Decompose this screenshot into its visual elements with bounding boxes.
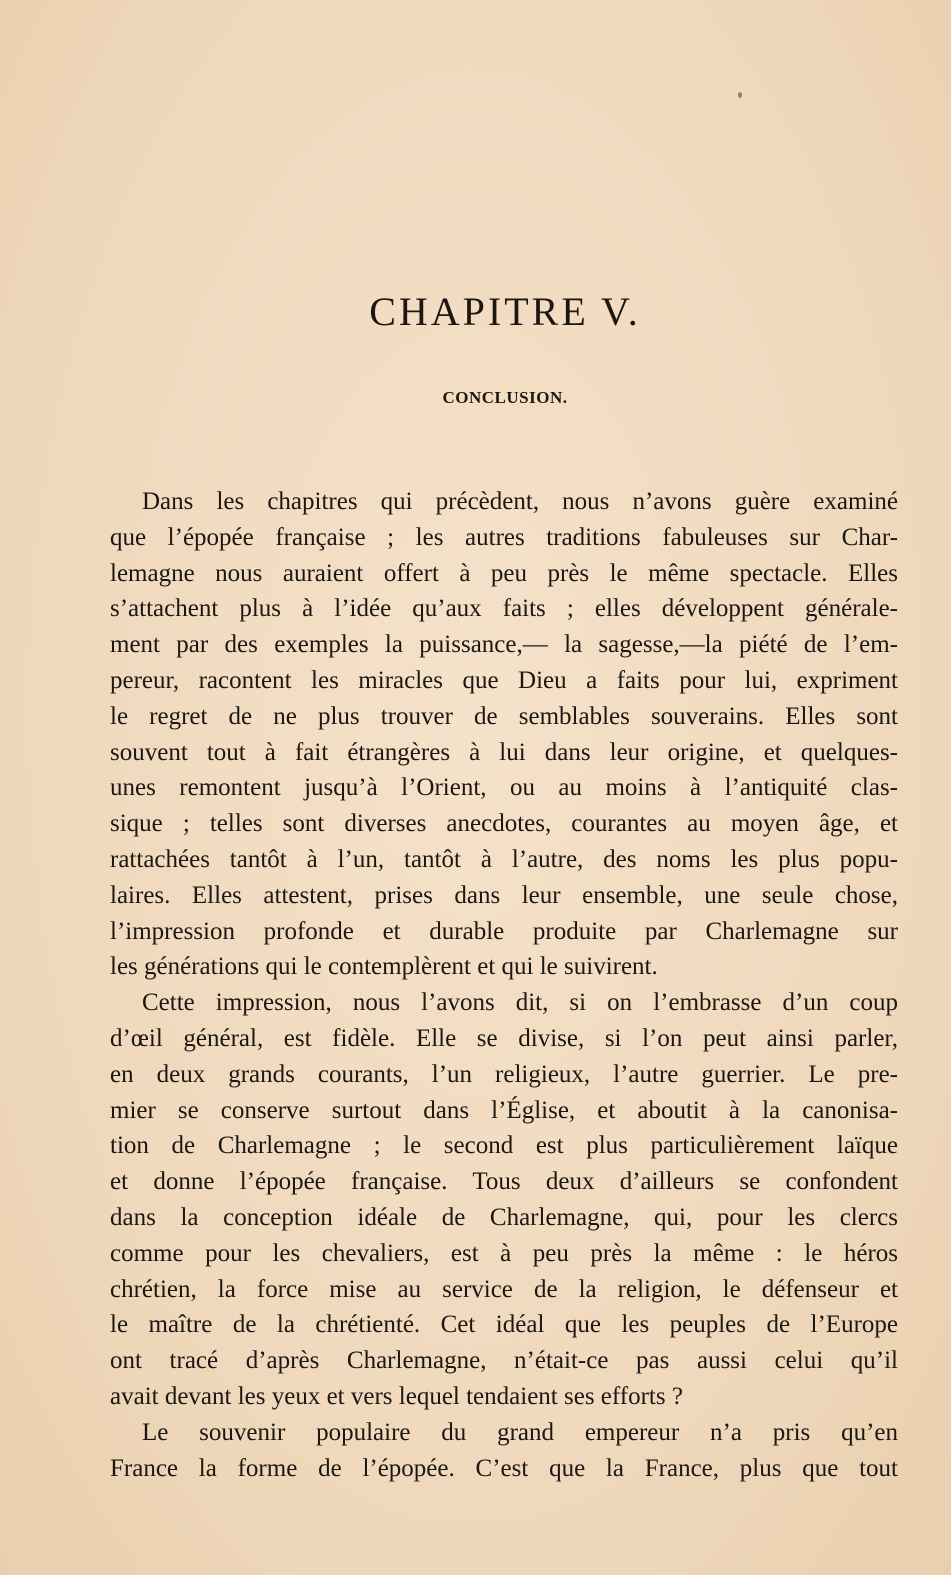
- text-line: pereur, racontent les miracles que Dieu a faits pour lui, expriment: [110, 666, 898, 694]
- text-line: sique ; telles sont diverses anecdotes, courantes au moyen âge, et: [110, 810, 898, 838]
- body-text: [110, 484, 898, 1486]
- text-line: le maître de la chrétienté. Cet idéal que les peuples de l’Europe: [110, 1311, 898, 1339]
- ink-speck: [738, 92, 742, 98]
- text-line: Cette impression, nous l’avons dit, si on l’embrasse d’un coup: [142, 989, 898, 1017]
- text-line: en deux grands courants, l’un religieux, l’autre guerrier. Le pre-: [110, 1060, 898, 1088]
- text-line: tion de Charlemagne ; le second est plus particulièrement laïque: [110, 1132, 898, 1160]
- text-line: que l’épopée française ; les autres traditions fabuleuses sur Char-: [110, 523, 898, 551]
- text-line: Dans les chapitres qui précèdent, nous n’avons guère examiné: [142, 488, 898, 515]
- text-line: lemagne nous auraient offert à peu près le même spectacle. Elles: [110, 559, 898, 587]
- text-line: unes remontent jusqu’à l’Orient, ou au moins à l’antiquité clas-: [110, 774, 898, 802]
- text-line: ont tracé d’après Charlemagne, n’était-ce pas aussi celui qu’il: [110, 1347, 898, 1375]
- text-line: France la forme de l’épopée. C’est que la France, plus que tout: [110, 1454, 898, 1482]
- chapter-subtitle: CONCLUSION.: [442, 388, 568, 407]
- text-line: souvent tout à fait étrangères à lui dans leur origine, et quelques-: [110, 738, 898, 766]
- text-line: s’attachent plus à l’idée qu’aux faits ; elles développent générale-: [110, 595, 898, 623]
- text-line: laires. Elles attestent, prises dans leur ensemble, une seule chose,: [110, 881, 898, 909]
- text-line: rattachées tantôt à l’un, tantôt à l’autre, des noms les plus popu-: [110, 845, 898, 873]
- text-line: d’œil général, est fidèle. Elle se divise, si l’on peut ainsi parler,: [110, 1024, 898, 1052]
- text-line: comme pour les chevaliers, est à peu près la même : le héros: [110, 1239, 898, 1267]
- text-line: avait devant les yeux et vers lequel tendaient ses efforts ?: [110, 1382, 683, 1410]
- text-line: le regret de ne plus trouver de semblables souverains. Elles sont: [110, 702, 898, 730]
- text-line: chrétien, la force mise au service de la religion, le défenseur et: [110, 1275, 898, 1303]
- text-line: l’impression profonde et durable produite par Charlemagne sur: [110, 917, 898, 945]
- text-line: dans la conception idéale de Charlemagne, qui, pour les clercs: [110, 1203, 898, 1231]
- text-line: les générations qui le contemplèrent et qui le suivirent.: [110, 953, 658, 981]
- text-line: Le souvenir populaire du grand empereur n’a pris qu’en: [142, 1418, 898, 1446]
- text-line: ment par des exemples la puissance,— la sagesse,—la piété de l’em-: [110, 631, 898, 659]
- chapter-title: CHAPITRE V.: [369, 289, 641, 334]
- text-line: mier se conserve surtout dans l’Église, et aboutit à la canonisa-: [110, 1096, 898, 1124]
- text-line: et donne l’épopée française. Tous deux d’ailleurs se confondent: [110, 1168, 898, 1196]
